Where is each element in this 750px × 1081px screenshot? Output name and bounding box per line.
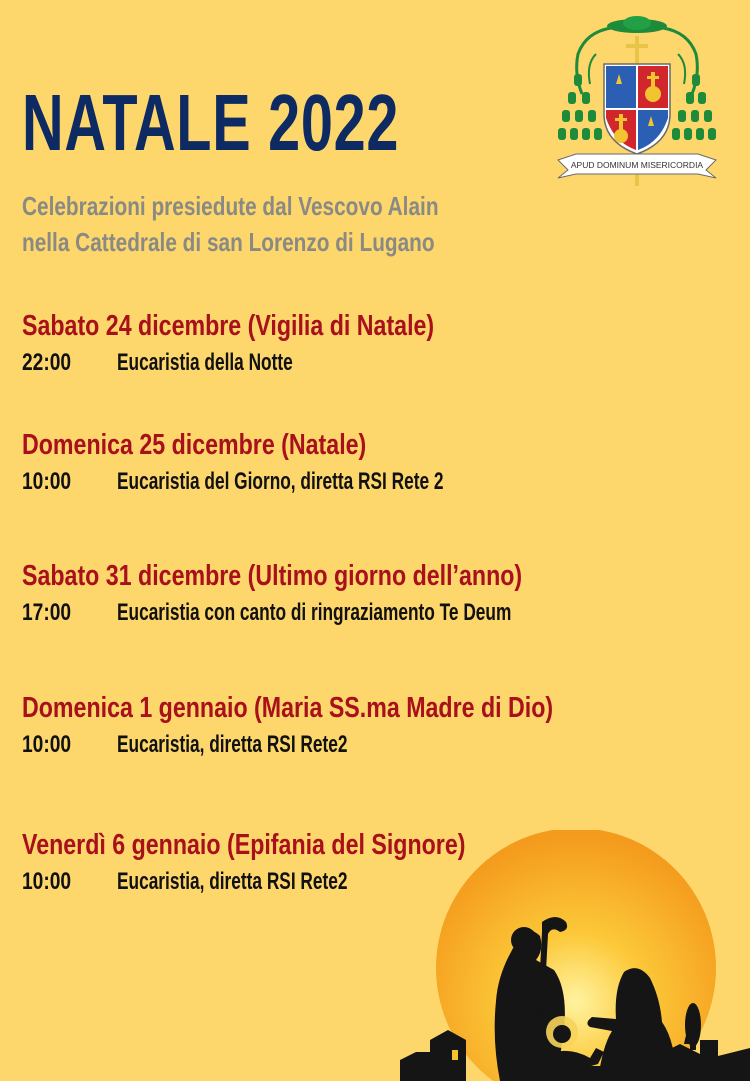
subtitle-line-1: Celebrazioni presiedute dal Vescovo Alain: [22, 191, 439, 221]
coat-of-arms: [556, 14, 718, 190]
event-1: [22, 308, 537, 382]
event-3: [22, 558, 647, 632]
event-day: Domenica 25 dicembre (Natale): [22, 429, 367, 461]
event-4: [22, 690, 686, 764]
nativity-illustration: [400, 830, 750, 1081]
event-description: Eucaristia, diretta RSI Rete2: [117, 868, 348, 895]
event-day: Venerdì 6 gennaio (Epifania del Signore): [22, 829, 466, 861]
event-description: Eucaristia della Notte: [117, 349, 293, 376]
subtitle: [22, 188, 439, 260]
event-time: 10:00: [22, 731, 72, 758]
event-time: 17:00: [22, 599, 72, 626]
sun-shape: [436, 830, 716, 1081]
event-2: [22, 427, 452, 501]
subtitle-line-2: nella Cattedrale di san Lorenzo di Lugano: [22, 227, 435, 257]
event-description: Eucaristia con canto di ringraziamento Te Deum: [117, 599, 512, 626]
event-time: 10:00: [22, 468, 72, 495]
page-title: NATALE 2022: [22, 78, 400, 167]
crest-motto: APUD DOMINUM MISERICORDIA: [570, 160, 704, 170]
event-description: Eucaristia del Giorno, diretta RSI Rete 2: [117, 468, 444, 495]
event-time: 10:00: [22, 868, 72, 895]
event-day: Domenica 1 gennaio (Maria SS.ma Madre di Dio): [22, 692, 554, 724]
event-description: Eucaristia, diretta RSI Rete2: [117, 731, 348, 758]
event-day: Sabato 31 dicembre (Ultimo giorno dell’anno): [22, 560, 523, 592]
event-time: 22:00: [22, 349, 72, 376]
event-day: Sabato 24 dicembre (Vigilia di Natale): [22, 310, 435, 342]
